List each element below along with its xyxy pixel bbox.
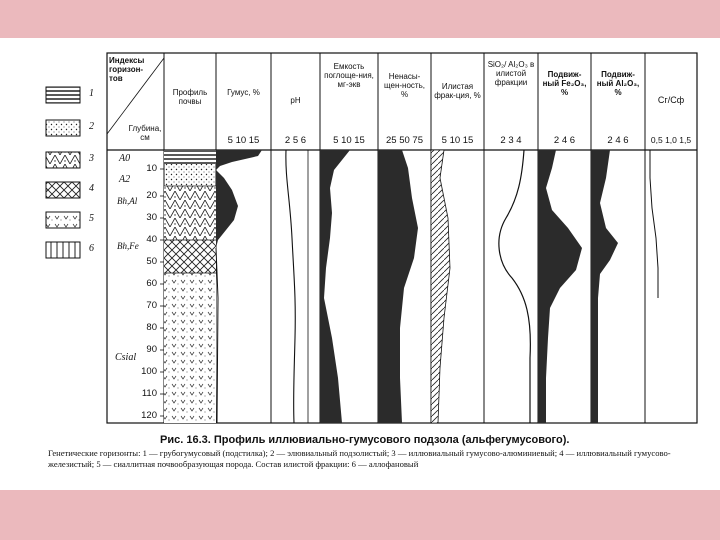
- legend-number-4: 4: [89, 183, 94, 194]
- depth-label: 110: [141, 388, 157, 399]
- ticks-humus: 5 10 15: [227, 135, 260, 146]
- figure-caption: Рис. 16.3. Профиль иллювиально-гумусового подзола (альфегумусового).: [160, 434, 570, 446]
- ticks-clay: 5 10 15: [441, 135, 474, 146]
- legend-swatch-5: [46, 212, 80, 228]
- capacity-curve: [320, 150, 350, 423]
- legend-number-5: 5: [89, 213, 94, 224]
- header-profile: Профиль почвы: [172, 88, 208, 106]
- header-humus: Гумус, %: [227, 88, 260, 97]
- soil-profile-figure: [0, 38, 720, 490]
- legend-number-1: 1: [89, 88, 94, 99]
- horizon-Csial: [164, 273, 216, 423]
- ticks-capacity: 5 10 15: [333, 135, 365, 146]
- legend-swatch-6: [46, 242, 80, 258]
- clay-curve: [431, 150, 450, 423]
- fe-curve: [538, 150, 582, 423]
- header-ratio: Cг/Cф: [657, 95, 685, 105]
- header-index: Индексы горизон-тов: [109, 56, 145, 83]
- header-ph: pH: [290, 96, 301, 105]
- sio2-curve: [499, 150, 530, 423]
- depth-label: 80: [146, 322, 157, 333]
- legend-swatch-4: [46, 182, 80, 198]
- ticks-ratio: 0,5 1,0 1,5: [650, 135, 692, 145]
- depth-label: 70: [146, 300, 157, 311]
- depth-label: 30: [146, 212, 157, 223]
- horizon-label-Csial: Csial: [115, 352, 137, 363]
- legend-swatch-3: [46, 152, 80, 168]
- horizon-label-A2: A2: [119, 174, 131, 185]
- unsaturation-curve: [378, 150, 418, 423]
- ph-curve: [286, 150, 295, 423]
- profile-column: [164, 150, 216, 423]
- horizon-label-BhFe: Bh,Fe: [117, 241, 139, 251]
- depth-label: 10: [146, 163, 157, 174]
- depth-label: 50: [146, 256, 157, 267]
- ratio-curve: [650, 150, 658, 298]
- horizon-Bh-Fe: [164, 240, 216, 273]
- depth-label: 120: [141, 410, 157, 421]
- horizon-label-A0: A0: [119, 153, 131, 164]
- horizon-label-BhAl: Bh,Al: [117, 196, 138, 206]
- depth-label: 20: [146, 190, 157, 201]
- header-al: Подвиж-ный Al₂O₃, %: [596, 70, 640, 97]
- legend-number-3: 3: [89, 153, 94, 164]
- header-fe: Подвиж-ный Fe₂O₃, %: [542, 70, 587, 97]
- ticks-fe: 2 4 6: [553, 135, 576, 146]
- header-sio2: SiO₂/ Al₂O₃ в илистой фракции: [487, 60, 535, 87]
- depth-label: 100: [141, 366, 157, 377]
- legend-swatch-2: [46, 120, 80, 136]
- header-depth: Глубина, см: [128, 124, 162, 142]
- header-capacity: Емкость поглоще-ния, мг-экв: [324, 62, 374, 89]
- depth-ticks: [160, 169, 164, 416]
- horizon-A0: [164, 150, 216, 164]
- legend-number-2: 2: [89, 121, 94, 132]
- legend-number-6: 6: [89, 243, 94, 254]
- ticks-ph: 2 5 6: [284, 135, 307, 146]
- header-clay: Илистая фрак-ция, %: [434, 82, 481, 100]
- horizon-A2: [164, 164, 216, 186]
- ticks-unsaturation: 25 50 75: [386, 135, 423, 146]
- ticks-al: 2 4 6: [607, 135, 629, 146]
- humus-curve: [216, 150, 262, 423]
- al-curve: [591, 150, 618, 423]
- depth-label: 90: [146, 344, 157, 355]
- figure-page: [0, 38, 720, 490]
- horizon-Bh-Al: [164, 186, 216, 240]
- figure-legend-text: Генетические горизонты: 1 — грубогумусовый (подстилка); 2 — элювиальный подзолистый; 3 — иллювиальный гумусово-алюминиевый; 4 — иллювиальный гумусово-железистый; 5 — сиаллитная почвообразующая порода. Состав илистой фракции: 6 — аллофановый: [48, 448, 671, 469]
- ticks-sio2: 2 3 4: [500, 135, 522, 146]
- header-unsaturation: Ненасы-щен-ность, %: [384, 72, 425, 99]
- legend-swatch-1: [46, 87, 80, 103]
- depth-label: 40: [146, 234, 157, 245]
- depth-label: 60: [146, 278, 157, 289]
